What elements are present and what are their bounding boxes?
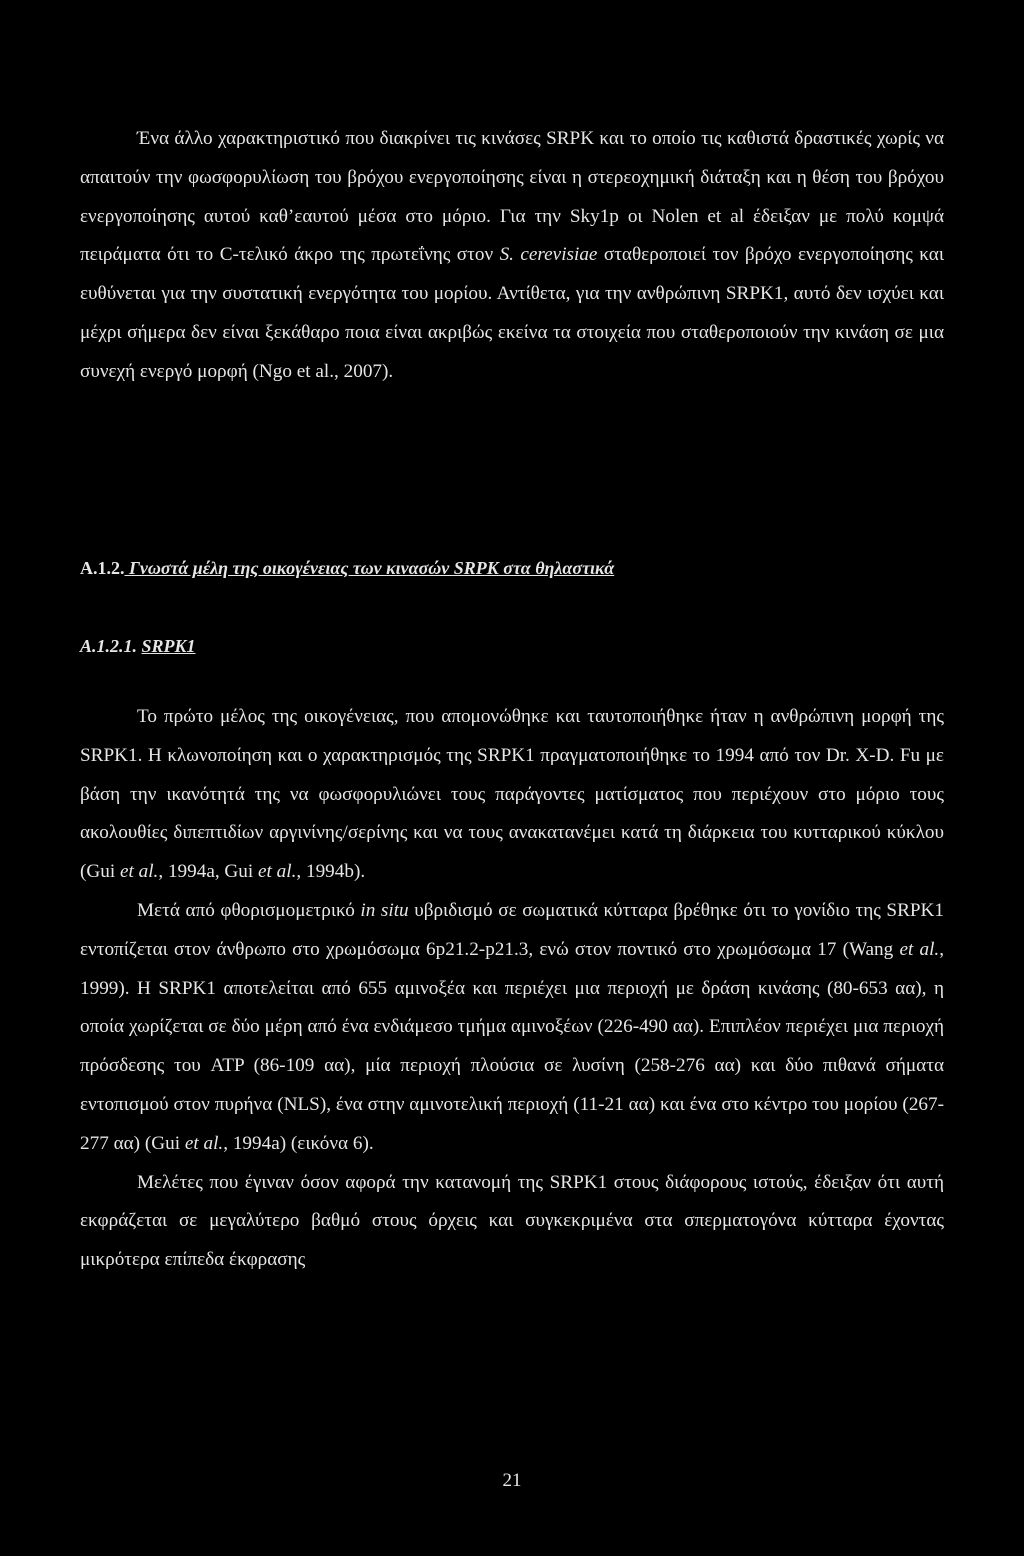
subsection-number: A.1.2.1.	[80, 636, 138, 656]
section-title: Γνωστά μέλη της οικογένειας των κινασών SRPK στα θηλαστικά	[124, 558, 615, 578]
paragraph-first-member	[80, 698, 944, 892]
paragraph-text: Το πρώτο μέλος της οικογένειας, που απομονώθηκε και ταυτοποιήθηκε ήταν η ανθρώπινη μορφή της SRPK1. Η κλωνοποίηση και ο χαρακτηρισμός της SRPK1 πραγματοποιήθηκε το 1994 από τον Dr. X-D. Fu με βάση την ικανότητά της να φωσφορυλιώνει τους παράγοντες ματίσματος που περιέχουν στο μόριο τους ακολουθίες διπεπτιδίων αργινίνης/σερίνης και να τους ανακατανέμει κατά τη διάρκεια του κυτταρικού κύκλου (Gui	[80, 706, 944, 883]
paragraph-text: Μετά από φθορισμομετρικό	[137, 899, 361, 921]
species-name: S. cerevisiae	[499, 244, 598, 266]
citation-italic: et al.	[258, 861, 297, 883]
paragraph-text: , 1994a) (εικόνα 6).	[223, 1132, 374, 1154]
paragraph-kinase-feature	[80, 120, 944, 392]
paragraph-text: , 1994a, Gui	[158, 861, 259, 883]
paragraph-text: Ένα άλλο χαρακτηριστικό που διακρίνει τις κινάσες SRPK και το οποίο τις καθιστά δραστικές χωρίς να απαιτούν την φωσφορυλίωση του βρόχου ενεργοποίησης είναι η στερεοχημική διάταξη και η θέση του βρόχου ενεργοποίησης αυτού καθ’εαυτού μέσα στο μόριο. Για την Sky1p οι Nolen et al έδειξαν με πολύ κομψά πειράματα ότι το C-τελικό άκρο της πρωτεΐνης στον	[80, 128, 944, 266]
srpk1-section-body	[80, 698, 944, 1280]
paragraph-gene-location	[80, 892, 944, 1164]
section-heading	[80, 558, 614, 579]
document-page	[80, 120, 945, 1271]
subsection-title: SRPK1	[141, 636, 196, 656]
method-italic: in situ	[360, 899, 409, 921]
paragraph-text: , 1994b).	[296, 861, 366, 883]
subsection-heading	[80, 636, 196, 657]
paragraph-text: υβριδισμό σε σωματικά κύτταρα βρέθηκε ότι το γονίδιο της SRPK1 εντοπίζεται στον άνθρωπο στο χρωμόσωμα 6p21.2-p21.3, ενώ στον ποντικό στο χρωμόσωμα 17 (Wang	[80, 899, 945, 960]
section-number: A.1.2.	[80, 558, 125, 578]
paragraph-text: σταθεροποιεί τον βρόχο ενεργοποίησης και ευθύνεται για την συστατική ενεργότητα του μορίου. Αντίθετα, για την ανθρώπινη SRPK1, αυτό δεν ισχύει και μέχρι σήμερα δεν είναι ξεκάθαρο ποια είναι ακριβώς εκείνα τα στοιχεία που σταθεροποιούν την κινάση σε μια συνεχή ενεργό μορφή (Ngo et al., 2007).	[80, 244, 944, 382]
page-number: 21	[502, 1470, 522, 1491]
citation-italic: et al.	[184, 1132, 224, 1154]
paragraph-text: , 1999). Η SRPK1 αποτελείται από 655 αμινοξέα και περιέχει μια περιοχή με δράση κινάσης (80-653 αα), η οποία χωρίζεται σε δύο μέρη από ένα ενδιάμεσο τμήμα αμινοξέων (226-490 αα). Επιπλέον περιέχει μια περιοχή πρόσδεσης του ATP (86-109 αα), μία περιοχή πλούσια σε λυσίνη (258-276 αα) και δύο πιθανά σήματα εντοπισμού στον πυρήνα (NLS), ένα στην αμινοτελική περιοχή (11-21 αα) και ένα στο κέντρο του μορίου (267-277 αα) (Gui	[80, 938, 944, 1154]
citation-italic: et al.	[899, 938, 940, 960]
paragraph-tissue-distribution	[80, 1164, 944, 1280]
citation-italic: et al.	[119, 861, 159, 883]
paragraph-text: Μελέτες που έγιναν όσον αφορά την κατανομή της SRPK1 στους διάφορους ιστούς, έδειξαν ότι αυτή εκφράζεται σε μεγαλύτερο βαθμό στους όρχεις και συγκεκριμένα στα σπερματογόνα κύτταρα έχοντας μικρότερα επίπεδα έκφρασης	[80, 1171, 944, 1271]
